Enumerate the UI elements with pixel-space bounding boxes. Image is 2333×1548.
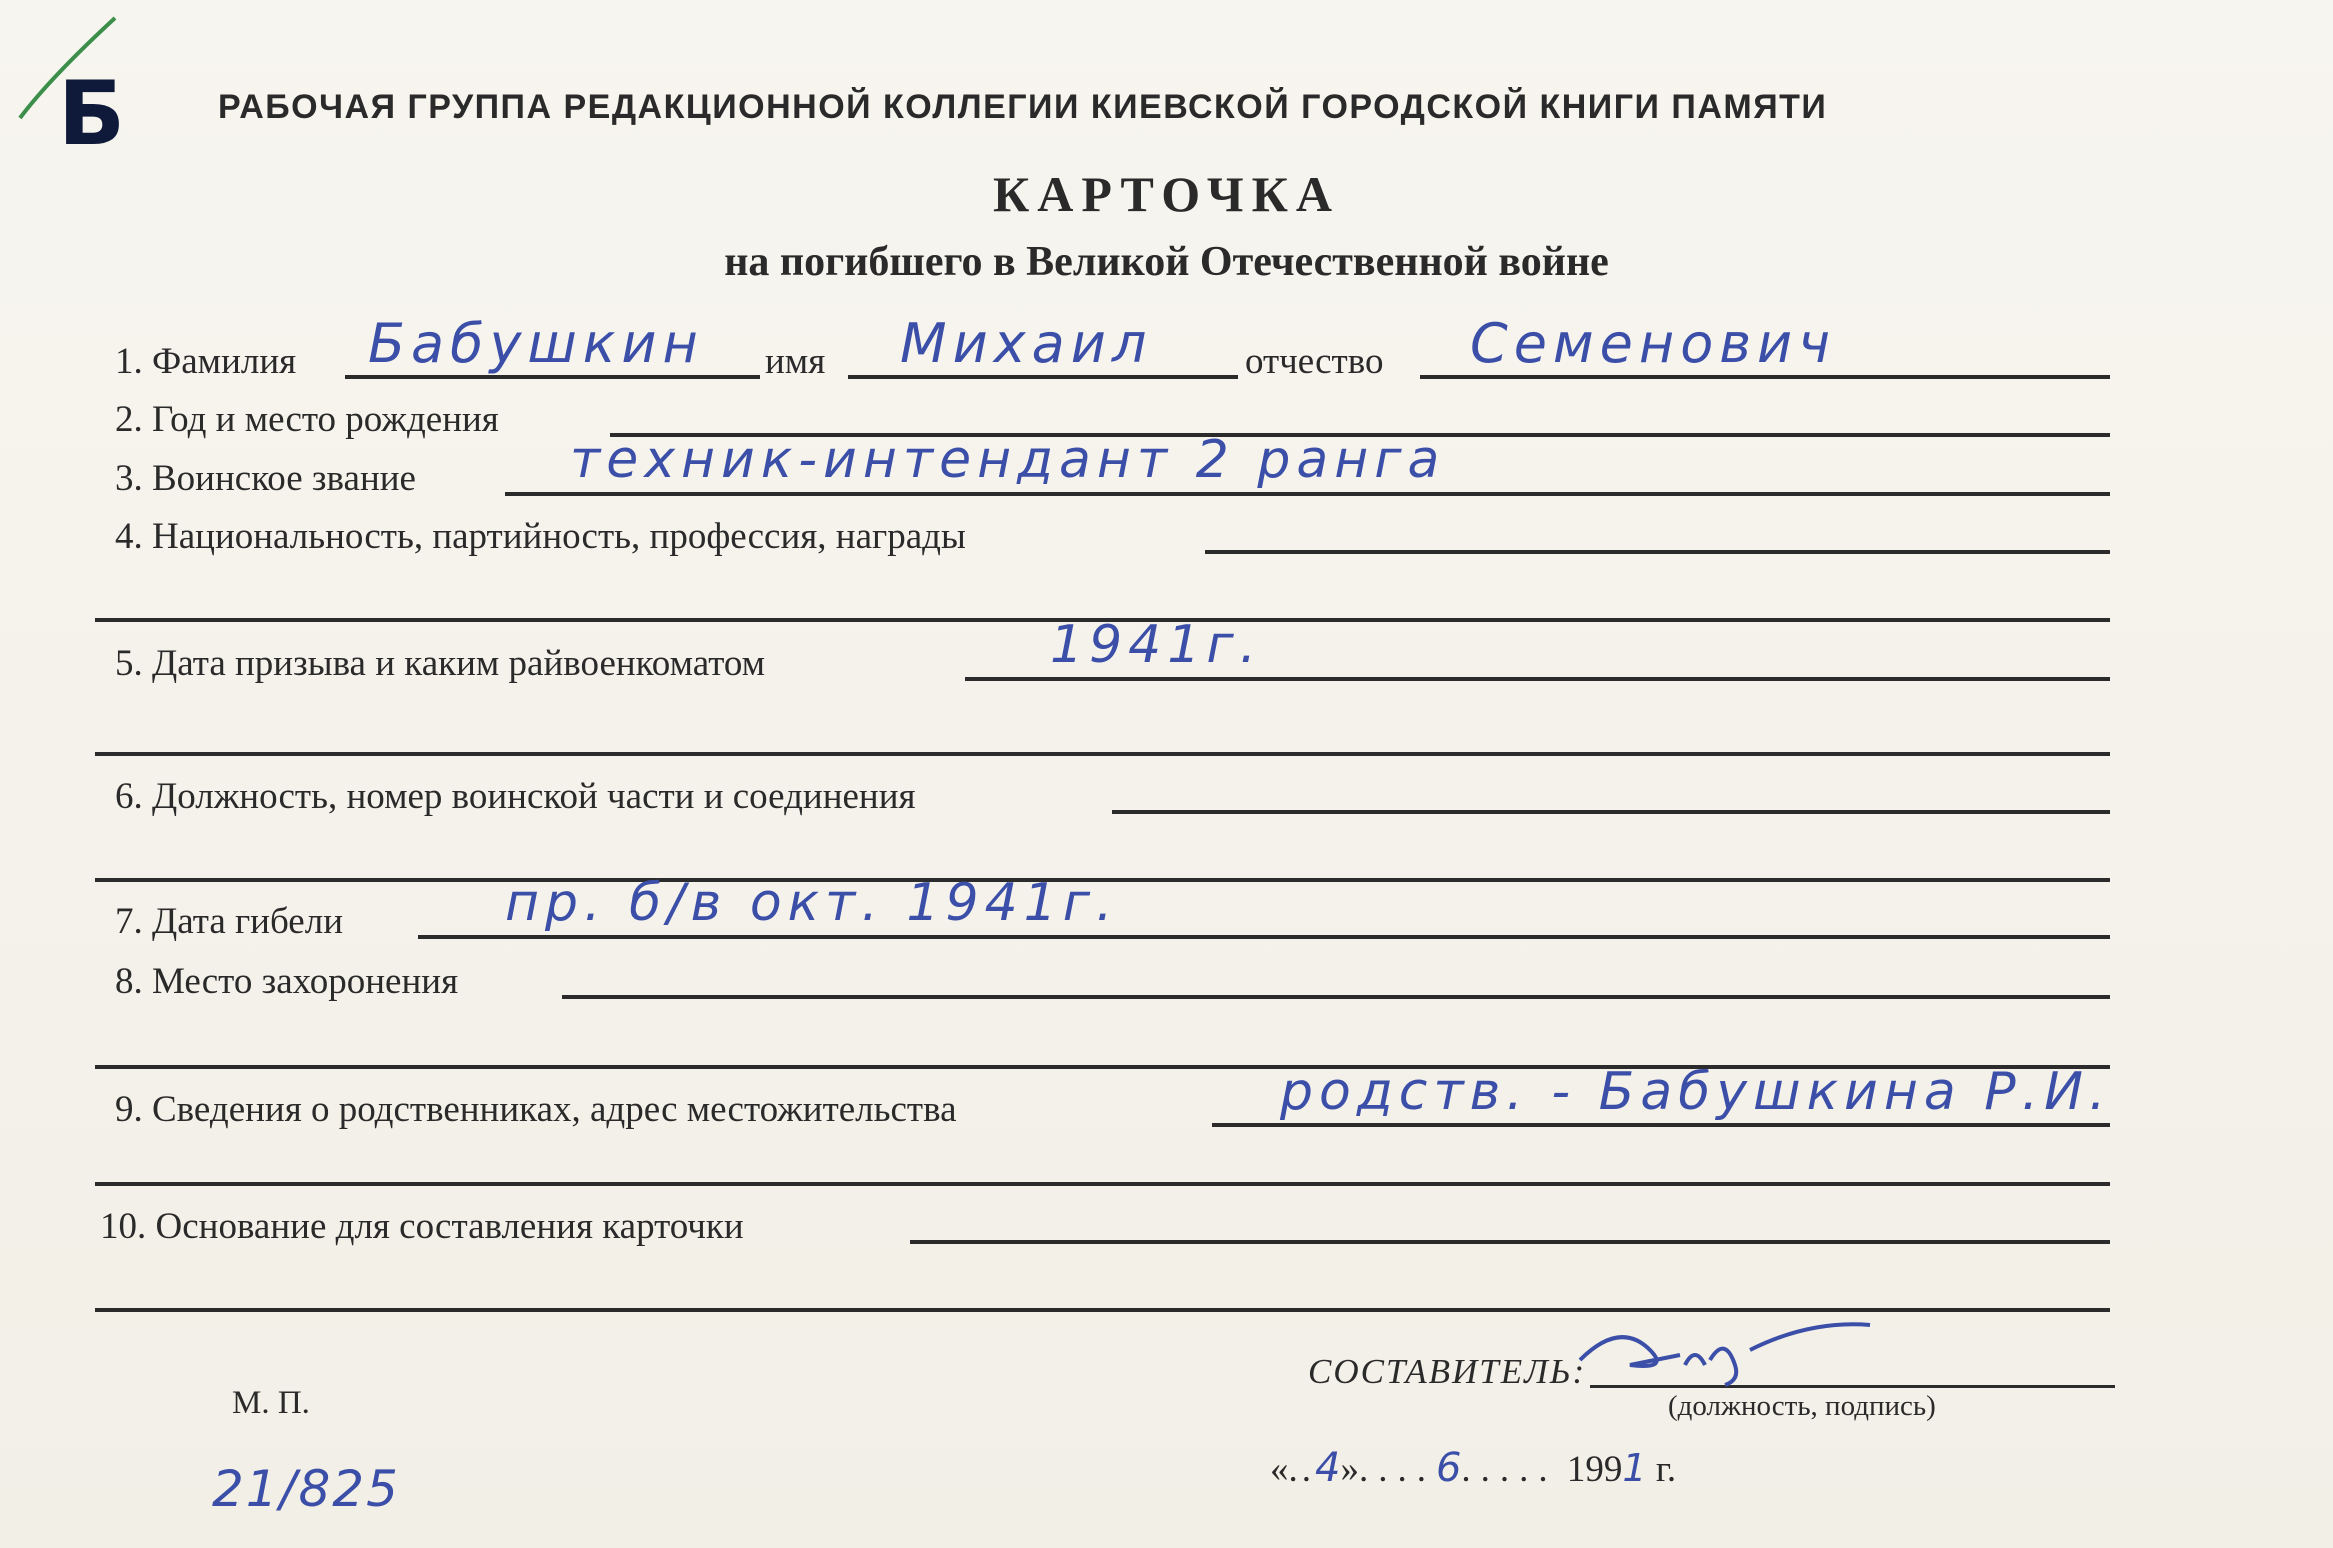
rank-line[interactable]: [505, 492, 2110, 496]
death-date-value: пр. б/в окт. 1941г.: [505, 873, 1119, 933]
date-month: 6: [1435, 1445, 1462, 1491]
mp-label: М. П.: [232, 1385, 310, 1421]
relatives-line[interactable]: [1212, 1123, 2110, 1127]
surname-label: 1. Фамилия: [115, 341, 297, 382]
compiler-signature: [1560, 1310, 1890, 1400]
name-line[interactable]: [848, 375, 1238, 379]
rank-value: техник-интендант 2 ранга: [570, 430, 1446, 490]
death-date-line[interactable]: [418, 935, 2110, 939]
burial-line[interactable]: [562, 995, 2110, 999]
nationality-label: 4. Национальность, партийность, профессия, награды: [115, 516, 966, 557]
conscription-label: 5. Дата призыва и каким райвоенкоматом: [115, 643, 766, 684]
archive-number: 21/825: [212, 1460, 400, 1518]
date-year-prefix: 199: [1566, 1449, 1623, 1490]
relatives-value: родств. - Бабушкина Р.И.: [1280, 1062, 2112, 1122]
relatives-line-2[interactable]: [95, 1182, 2110, 1186]
date-quote-open: «: [1270, 1449, 1289, 1490]
surname-value: Бабушкин: [368, 312, 704, 375]
basis-line[interactable]: [910, 1240, 2110, 1244]
card-title: КАРТОЧКА: [993, 166, 1340, 222]
corner-letter: Б: [58, 62, 126, 165]
rank-label: 3. Воинское звание: [115, 458, 416, 499]
patronymic-label: отчество: [1245, 341, 1384, 382]
date-day: 4: [1315, 1445, 1341, 1491]
conscription-line-2[interactable]: [95, 752, 2110, 756]
organization-header: РАБОЧАЯ ГРУППА РЕДАКЦИОННОЙ КОЛЛЕГИИ КИЕВСКОЙ ГОРОДСКОЙ КНИГИ ПАМЯТИ: [218, 88, 1828, 126]
basis-label: 10. Основание для составления карточки: [100, 1206, 744, 1247]
relatives-label: 9. Сведения о родственниках, адрес местожительства: [115, 1089, 957, 1130]
position-signature-caption: (должность, подпись): [1668, 1390, 1936, 1422]
death-date-label: 7. Дата гибели: [115, 901, 343, 942]
date-g: г.: [1655, 1449, 1677, 1490]
patronymic-line[interactable]: [1420, 375, 2110, 379]
nationality-line[interactable]: [1205, 550, 2110, 554]
card-subtitle: на погибшего в Великой Отечественной войне: [724, 239, 1609, 285]
patronymic-value: Семенович: [1470, 312, 1837, 375]
name-value: Михаил: [900, 312, 1153, 375]
compiler-label: СОСТАВИТЕЛЬ:: [1308, 1352, 1587, 1391]
burial-label: 8. Место захоронения: [115, 961, 459, 1002]
position-label: 6. Должность, номер воинской части и соединения: [115, 776, 916, 817]
conscription-line[interactable]: [965, 677, 2110, 681]
date-year-suffix: 1: [1622, 1446, 1647, 1490]
birth-label: 2. Год и место рождения: [115, 399, 499, 440]
surname-line[interactable]: [345, 375, 760, 379]
position-line[interactable]: [1112, 810, 2110, 814]
name-label: имя: [765, 341, 826, 382]
date-line: «..4»....6..... 1991 г.: [1270, 1445, 1677, 1491]
conscription-value: 1941г.: [1050, 615, 1263, 675]
date-quote-close: »: [1340, 1449, 1359, 1490]
